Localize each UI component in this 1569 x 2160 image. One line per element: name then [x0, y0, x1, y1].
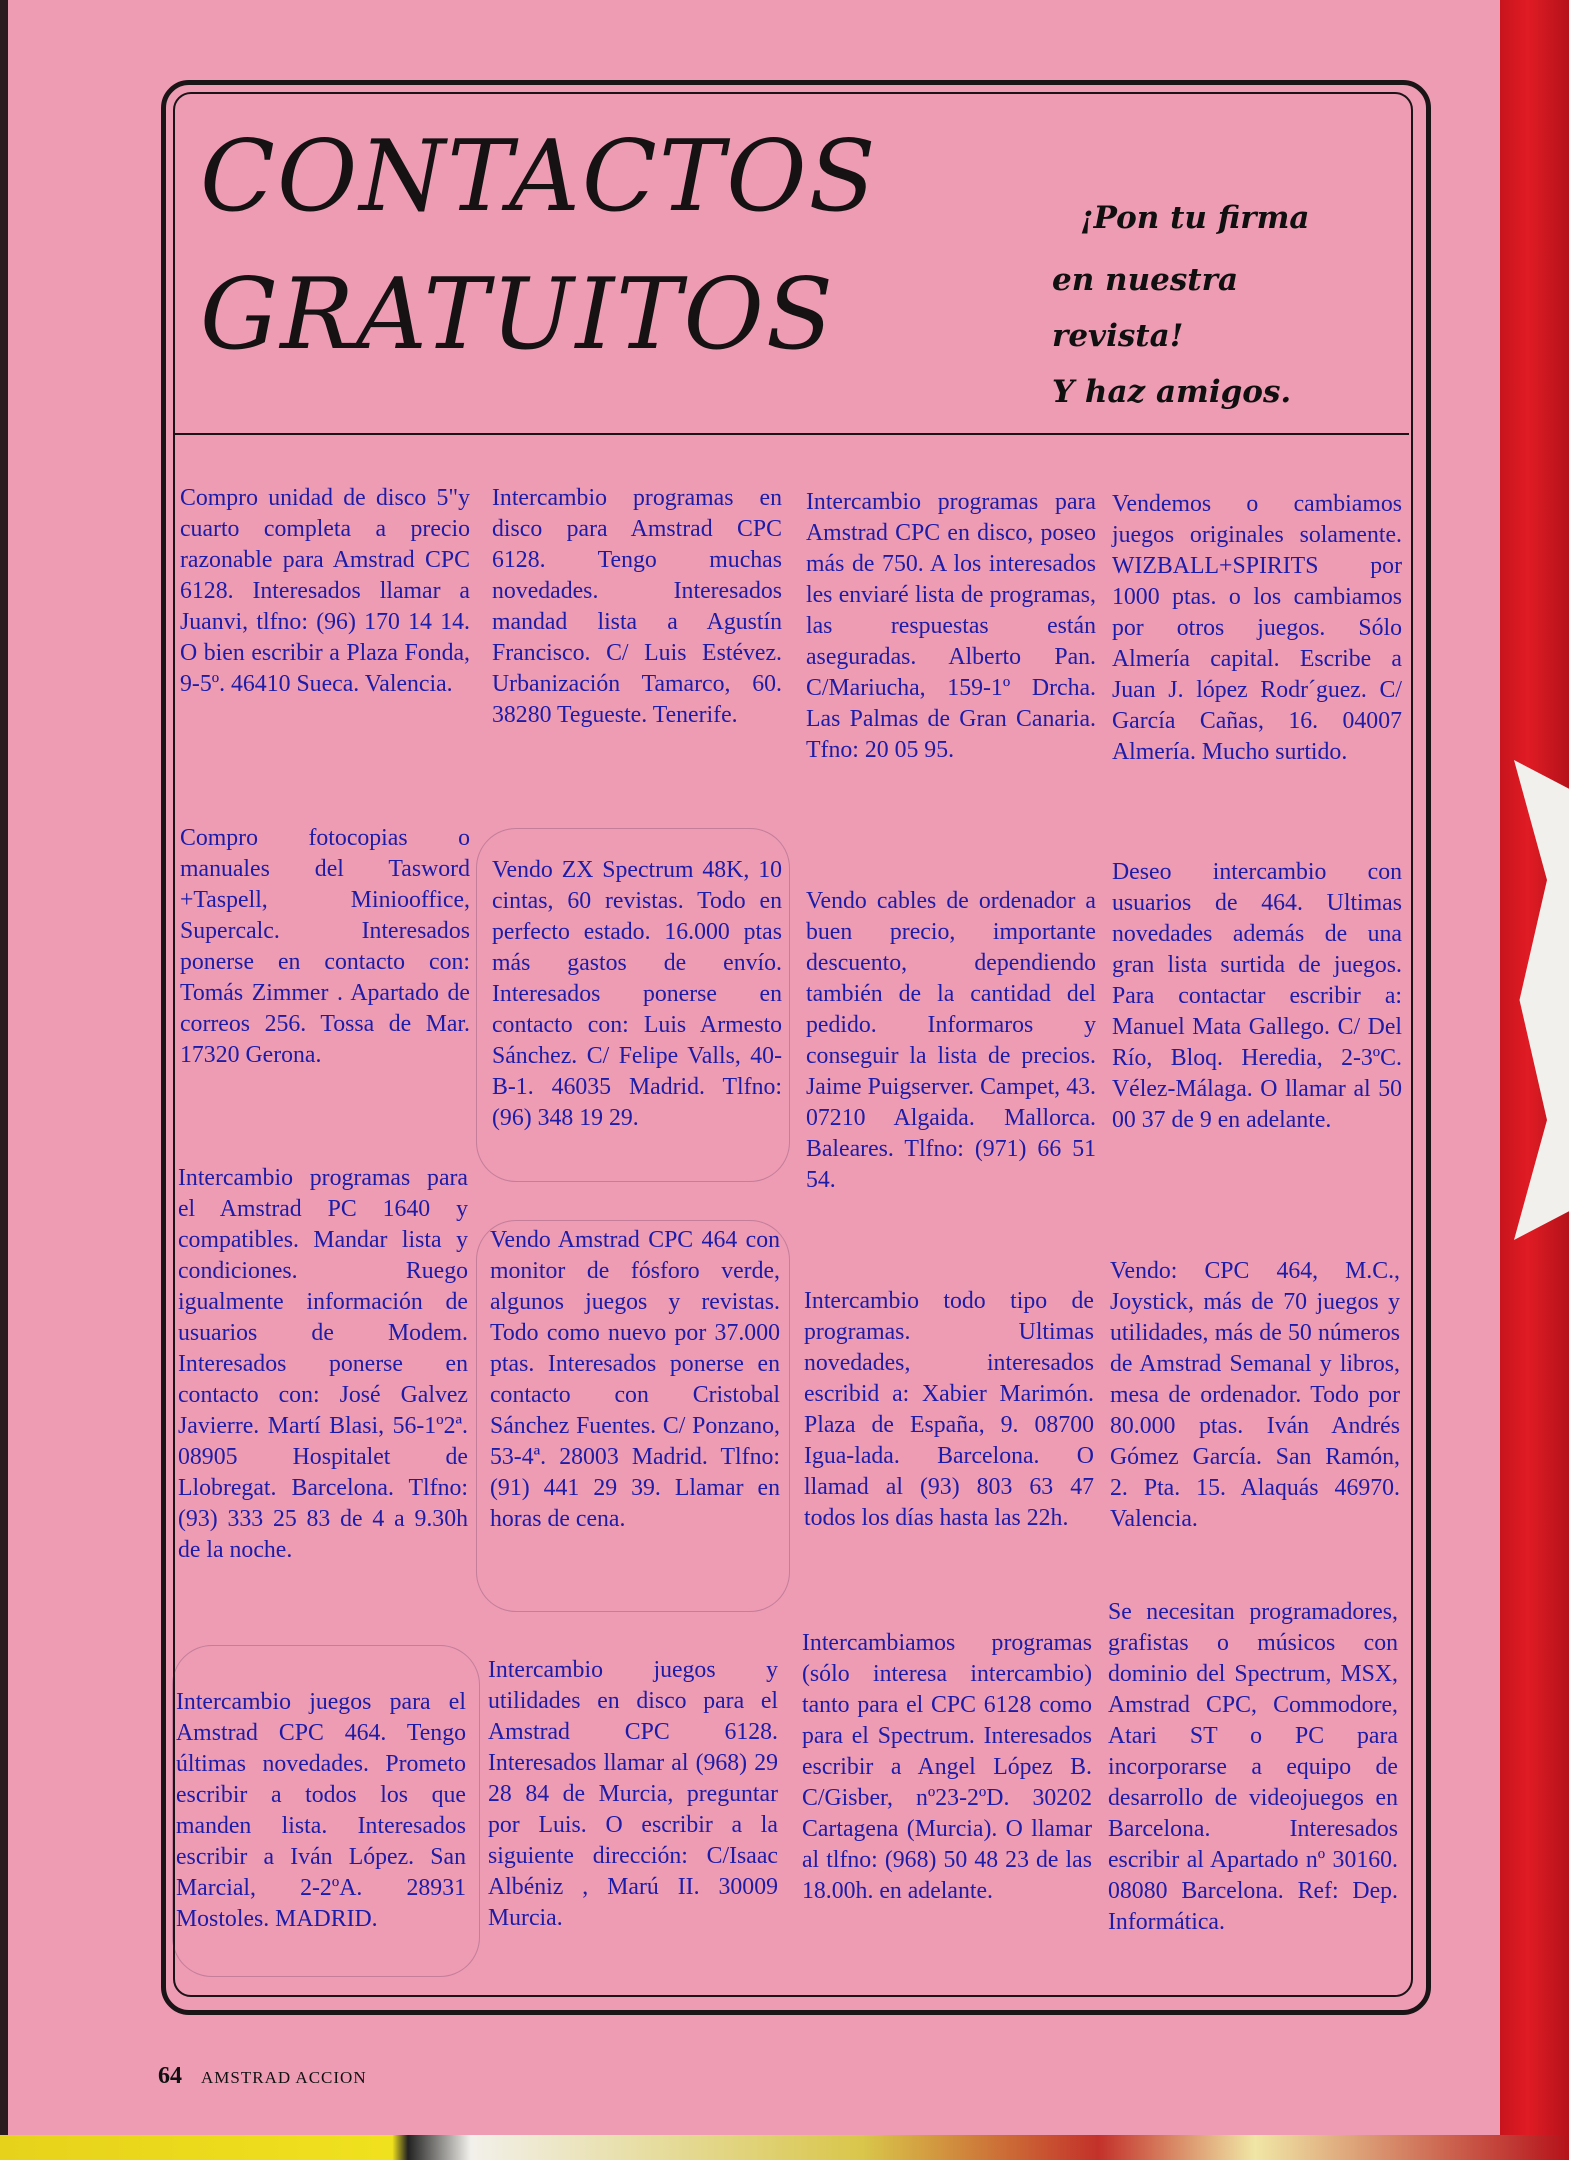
- classified-ad: Intercambio todo tipo de programas. Ultimas novedades, interesados escribid a: Xabier Marimón. Plaza de España, 9. 08700 Igua-lada. Barcelona. O llamad al (93) 803 63 47 todos los días hasta las 22h.: [804, 1288, 1094, 1531]
- page-edge-left: [0, 0, 8, 2160]
- title-line-2: GRATUITOS: [200, 258, 835, 372]
- title-line-1: CONTACTOS: [200, 120, 878, 234]
- classified-ad: Vendo Amstrad CPC 464 con monitor de fósforo verde, algunos juegos y revistas. Todo como nuevo por 37.000 ptas. Interesados ponerse en contacto con Cristobal Sánchez Fuentes. C/ Ponzano, 53-4ª. 28003 Madrid. Tlfno: (91) 441 29 39. Llamar en horas de cena.: [490, 1227, 780, 1532]
- classified-ad: Deseo intercambio con usuarios de 464. Ultimas novedades además de una gran lista surtida de juegos. Para contactar escribir a: Manuel Mata Gallego. C/ Del Río, Bloq. Heredia, 2-3ºC. Vélez-Málaga. O llamar al 50 00 37 de 9 en adelante.: [1112, 859, 1402, 1133]
- classified-ad: Intercambio programas para Amstrad CPC en disco, poseo más de 750. A los interesados les enviaré lista de programas, las respuestas están aseguradas. Alberto Pan. C/Mariucha, 159-1º Drcha. Las Palmas de Gran Canaria. Tfno: 20 05 95.: [806, 489, 1096, 763]
- classified-ad: Intercambio juegos para el Amstrad CPC 464. Tengo últimas novedades. Prometo escribir a todos los que manden lista. Interesados escribir a Iván López. San Marcial, 2-2ºA. 28931 Mostoles. MADRID.: [176, 1689, 466, 1932]
- slogan-line-1: ¡Pon tu firma: [1080, 200, 1310, 236]
- header-divider: [175, 433, 1409, 435]
- classified-ad: Intercambio programas para el Amstrad PC 1640 y compatibles. Mandar lista y condiciones. Ruego igualmente información de usuarios de Modem. Interesados ponerse en contacto con: José Galvez Javierre. Martí Blasi, 56-1º2ª. 08905 Hospitalet de Llobregat. Barcelona. Tlfno: (93) 333 25 83 de 4 a 9.30h de la noche.: [178, 1165, 468, 1563]
- classified-ad: Vendo ZX Spectrum 48K, 10 cintas, 60 revistas. Todo en perfecto estado. 16.000 ptas más gastos de envío. Interesados ponerse en contacto con: Luis Armesto Sánchez. C/ Felipe Valls, 40-B-1. 46035 Madrid. Tlfno: (96) 348 19 29.: [492, 857, 782, 1131]
- magazine-name: AMSTRAD ACCION: [201, 2068, 367, 2087]
- classified-ad: Intercambio juegos y utilidades en disco para el Amstrad CPC 6128. Interesados llamar al (968) 29 28 84 de Murcia, preguntar por Luis. O escribir a la siguiente dirección: C/Isaac Albéniz , Marú II. 30009 Murcia.: [488, 1657, 778, 1931]
- classified-ad: Compro unidad de disco 5"y cuarto completa a precio razonable para Amstrad CPC 6128. Interesados llamar a Juanvi, tlfno: (96) 170 14 14. O bien escribir a Plaza Fonda, 9-5º. 46410 Sueca. Valencia.: [180, 485, 470, 697]
- classified-ad: Vendo cables de ordenador a buen precio, importante descuento, dependiendo también de la cantidad del pedido. Informaros y conseguir la lista de precios. Jaime Puigserver. Campet, 43. 07210 Algaida. Mallorca. Baleares. Tlfno: (971) 66 51 54.: [806, 888, 1096, 1193]
- classified-ad: Se necesitan programadores, grafistas o músicos con dominio del Spectrum, MSX, Amstrad CPC, Commodore, Atari ST o PC para incorporarse a equipo de desarrollo de videojuegos en Barcelona. Interesados escribir al Apartado nº 30160. 08080 Barcelona. Ref: Dep. Informática.: [1108, 1599, 1398, 1935]
- classified-ad: Vendo: CPC 464, M.C., Joystick, más de 70 juegos y utilidades, más de 50 números de Amstrad Semanal y libros, mesa de ordenador. Todo por 80.000 ptas. Iván Andrés Gómez García. San Ramón, 2. Pta. 15. Alaquás 46970. Valencia.: [1110, 1258, 1400, 1532]
- classified-ad: Intercambio programas en disco para Amstrad CPC 6128. Tengo muchas novedades. Interesados mandad lista a Agustín Francisco. C/ Luis Estévez. Urbanización Tamarco, 60. 38280 Tegueste. Tenerife.: [492, 485, 782, 728]
- classified-ad: Vendemos o cambiamos juegos originales solamente. WIZBALL+SPIRITS por 1000 ptas. o los cambiamos por otros juegos. Sólo Almería capital. Escribe a Juan J. lópez Rodr´guez. C/ García Cañas, 16. 04007 Almería. Mucho surtido.: [1112, 491, 1402, 765]
- slogan-line-4: Y haz amigos.: [1052, 374, 1292, 410]
- page-number: 64: [158, 2063, 182, 2089]
- bottom-page-strip: [0, 2135, 1569, 2160]
- classified-ad: Compro fotocopias o manuales del Tasword +Taspell, Miniooffice, Supercalc. Interesados ponerse en contacto con: Tomás Zimmer . Apartado de correos 256. Tossa de Mar. 17320 Gerona.: [180, 825, 470, 1068]
- classified-ad: Intercambiamos programas (sólo interesa intercambio) tanto para el CPC 6128 como para el Spectrum. Interesados escribir a Angel López B. C/Gisber, nº23-2ºD. 30202 Cartagena (Murcia). O llamar al tlfno: (968) 50 48 23 de las 18.00h. en adelante.: [802, 1630, 1092, 1904]
- slogan-line-2: en nuestra: [1052, 262, 1239, 298]
- slogan-line-3: revista!: [1052, 318, 1184, 354]
